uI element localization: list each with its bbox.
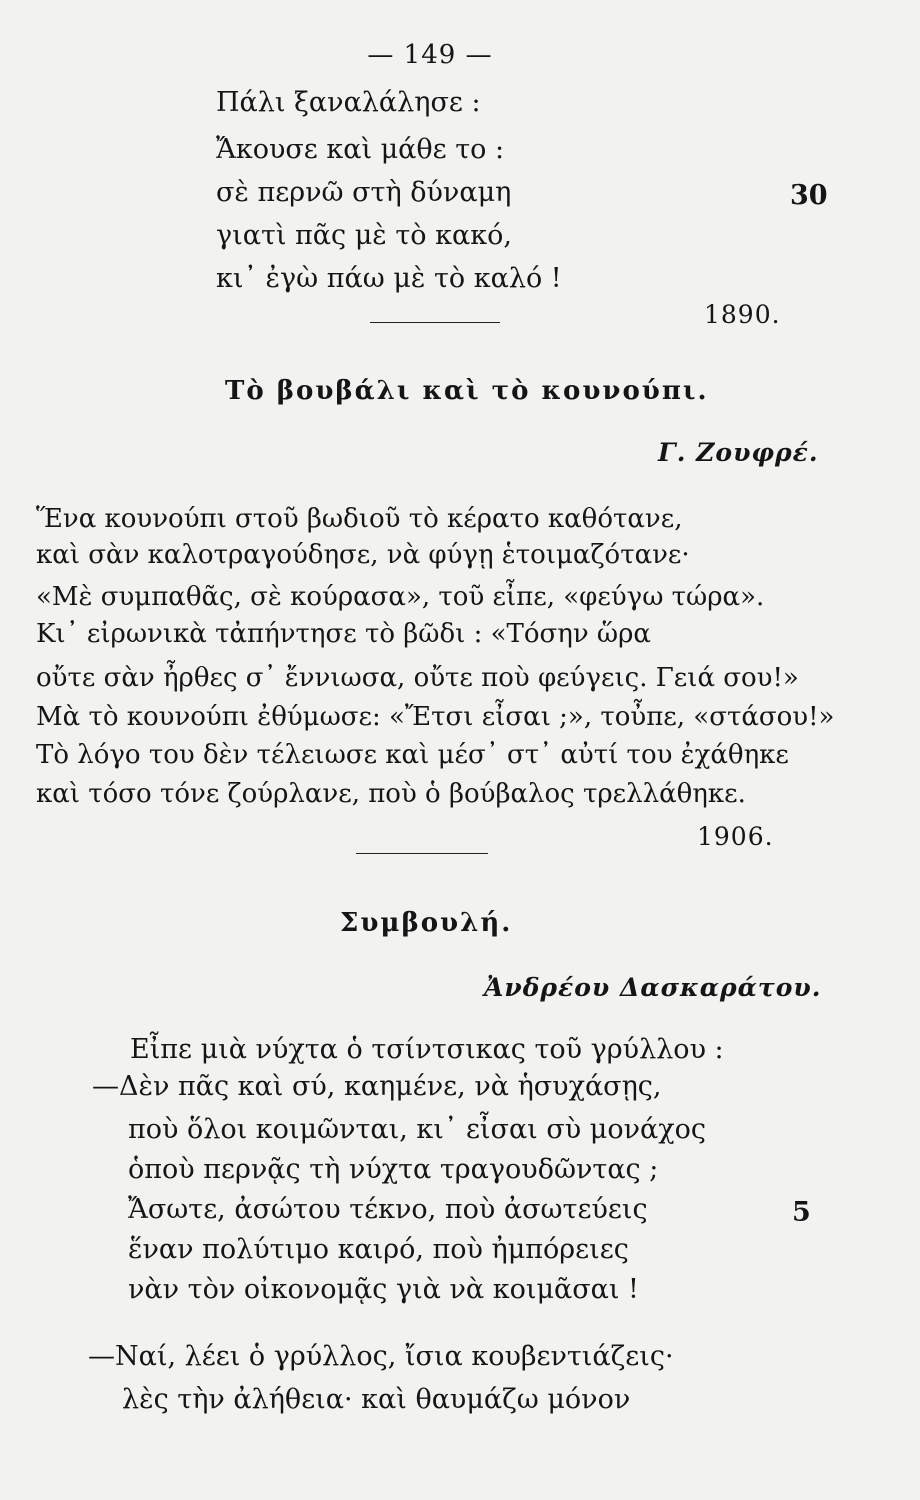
verse-line: Κι᾿ εἰρωνικὰ τἀπήντησε τὸ βῶδι : «Τόσην ὥρα xyxy=(36,619,651,649)
verse-line: οὔτε σὰν ἦρθες σ᾿ ἔννιωσα, οὔτε ποὺ φεύγεις. Γειά σου!» xyxy=(36,663,799,693)
verse-line: Ἕνα κουνούπι στοῦ βωδιοῦ τὸ κέρατο καθότανε, xyxy=(36,504,683,534)
line-number: 5 xyxy=(792,1197,811,1228)
verse-line: ἕναν πολύτιμο καιρό, ποὺ ἠμπόρειες xyxy=(128,1234,629,1265)
verse-line: Μὰ τὸ κουνούπι ἐθύμωσε: «Ἔτσι εἶσαι ;», τοὖπε, «στάσου!» xyxy=(36,702,835,732)
verse-line: ποὺ ὅλοι κοιμῶνται, κι᾿ εἶσαι σὺ μονάχος xyxy=(128,1114,706,1145)
verse-line: Εἶπε μιὰ νύχτα ὁ τσίντσικας τοῦ γρύλλου : xyxy=(130,1034,724,1065)
verse-line: λὲς τὴν ἀλήθεια· καὶ θαυμάζω μόνον xyxy=(122,1384,631,1415)
verse-line: κι᾿ ἐγὼ πάω μὲ τὸ καλό ! xyxy=(216,263,562,294)
poem-title: Συμβουλή. xyxy=(340,908,513,938)
verse-line: νὰν τὸν οἰκονομᾷς γιὰ νὰ κοιμᾶσαι ! xyxy=(128,1274,639,1305)
verse-line: —Δὲν πᾶς καὶ σύ, καημένε, νὰ ἡσυχάσῃς, xyxy=(92,1071,662,1102)
section-divider xyxy=(356,853,488,854)
verse-line: Τὸ λόγο του δὲν τέλειωσε καὶ μέσ᾿ στ᾿ αὐτί του ἐχάθηκε xyxy=(36,740,789,770)
page-number: — 149 — xyxy=(367,40,493,70)
verse-line: γιατὶ πᾶς μὲ τὸ κακό, xyxy=(216,220,512,251)
verse-line: Ἄκουσε καὶ μάθε το : xyxy=(216,134,505,165)
verse-line: σὲ περνῶ στὴ δύναμη xyxy=(216,177,512,208)
poem-author: Γ. Ζουφρέ. xyxy=(658,438,819,467)
poem-year: 1890. xyxy=(704,300,781,329)
verse-line: καὶ τόσο τόνε ζούρλανε, ποὺ ὁ βούβαλος τρελλάθηκε. xyxy=(36,779,746,809)
section-divider xyxy=(370,322,500,323)
verse-line: —Ναί, λέει ὁ γρύλλος, ἴσια κουβεντιάζεις· xyxy=(88,1341,674,1372)
poem-author: Ἀνδρέου Δασκαράτου. xyxy=(484,973,822,1002)
poem-title: Τὸ βουβάλι καὶ τὸ κουνούπι. xyxy=(225,376,709,406)
verse-line: «Μὲ συμπαθᾶς, σὲ κούρασα», τοῦ εἶπε, «φεύγω τώρα». xyxy=(36,582,765,612)
poem-year: 1906. xyxy=(697,822,774,851)
verse-line: Ἄσωτε, ἀσώτου τέκνο, ποὺ ἀσωτεύεις xyxy=(128,1194,648,1225)
verse-line: Πάλι ξαναλάλησε : xyxy=(216,87,481,118)
line-number: 30 xyxy=(790,180,828,211)
verse-line: ὁποὺ περνᾷς τὴ νύχτα τραγουδῶντας ; xyxy=(128,1154,659,1185)
verse-line: καὶ σὰν καλοτραγούδησε, νὰ φύγῃ ἑτοιμαζότανε· xyxy=(36,540,690,570)
